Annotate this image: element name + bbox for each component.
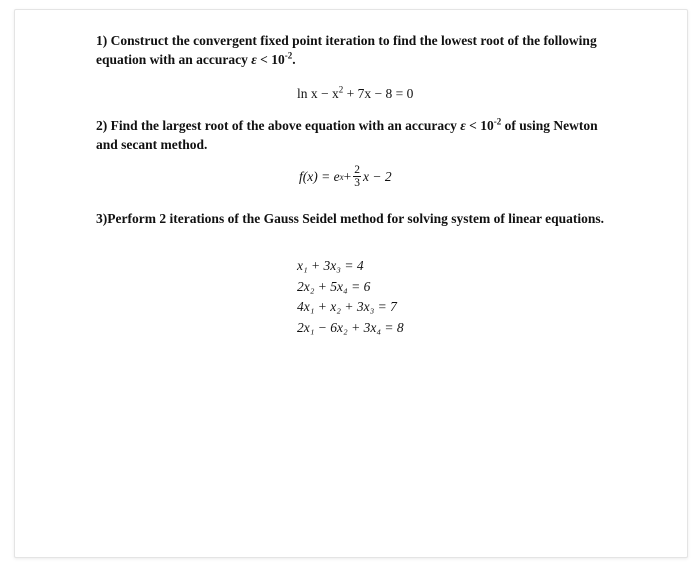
equation-1-exponent: 2 (338, 84, 344, 95)
fraction (353, 164, 361, 189)
epsilon-symbol: ε (251, 52, 257, 67)
question-2-text: 2) Find the largest root of the above equation with an accuracy (96, 118, 461, 133)
fraction-numerator: 2 (354, 164, 360, 176)
epsilon-symbol: ε (460, 118, 466, 133)
equation-2: f(x) = e x + $\frac{2}{3}$ x − 2 (299, 164, 392, 189)
question-3 (96, 209, 616, 228)
question-2-end: of using Newton and secant method. (96, 118, 598, 152)
question-1 (96, 31, 616, 69)
equation-system (297, 256, 404, 338)
accuracy-base: < 10 (465, 118, 494, 133)
system-row-2: 2x₂ + 5x₄ = 6 (297, 278, 371, 294)
accuracy-exponent: -2 (284, 50, 293, 61)
question-3-text: 3)Perform 2 iterations of the Gauss Seidel method for solving system of linear equations. (96, 211, 604, 226)
system-row-4: 2x₁ − 6x₂ + 3x₄ = 8 (297, 319, 404, 335)
system-row-3: 4x₁ + x₂ + 3x₃ = 7 (297, 299, 397, 314)
system-row-1: x₁ + 3x₃ = 4 (297, 258, 364, 273)
equation-1-text: ln x − x (297, 86, 339, 101)
question-2 (96, 116, 616, 154)
fraction-denominator: 3 (354, 177, 360, 189)
equation-1 (297, 86, 413, 102)
question-1-text: 1) Construct the convergent fixed point iteration to find the lowest root of the following equation with an accuracy (96, 33, 597, 67)
equation-1-rest: + 7x − 8 = 0 (343, 86, 414, 101)
accuracy-exponent: -2 (493, 116, 502, 127)
equation-2-plus: + (343, 168, 352, 184)
equation-2-rest: x − 2 (362, 168, 392, 184)
question-1-end: . (292, 52, 296, 67)
accuracy-base: < 10 (256, 52, 285, 67)
equation-2-lhs: f(x) = e (299, 168, 340, 184)
